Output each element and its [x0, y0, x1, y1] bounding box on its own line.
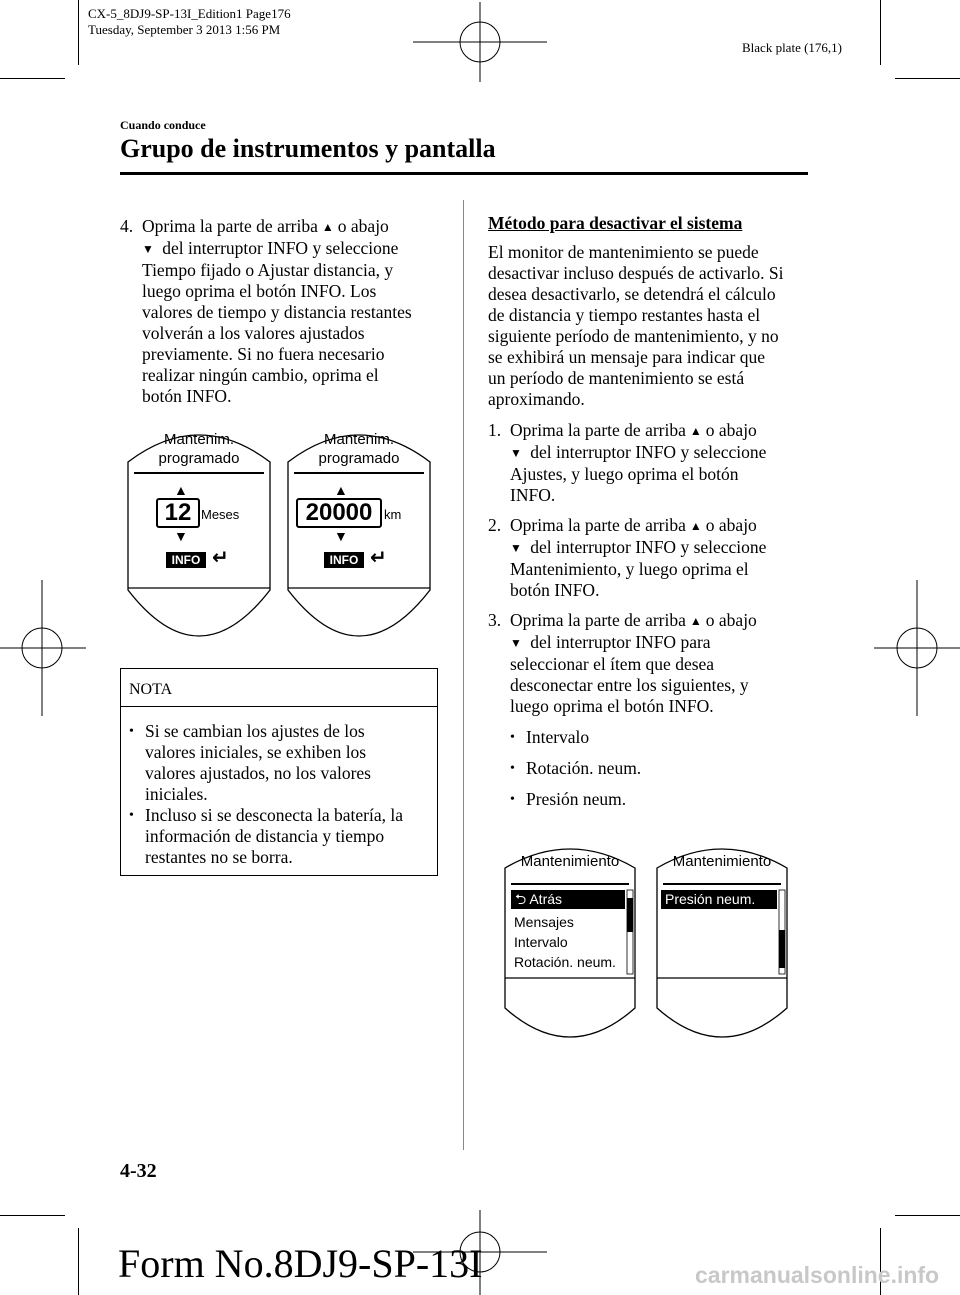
back-icon: ⮌ — [515, 891, 527, 907]
down-arrow-icon: ▼ — [334, 528, 348, 544]
maintenance-display-distance: Mantenim. programado ▲ 20000 km ▼ INFO ↵ — [286, 420, 432, 648]
step-4: 4. Oprima la parte de arriba ▲ o abajo ▼ del interruptor INFO y seleccione Tiempo fijado o Ajustar distancia, y luego oprima el botón INFO. Los valores de tiempo y distancia restantes volverán a los valores ajustados previamente. Si no fuera necesario realizar ningún cambio, oprima el botón INFO. — [120, 216, 412, 406]
up-arrow-icon: ▲ — [334, 482, 348, 498]
down-arrow-icon: ▼ — [510, 541, 522, 555]
maintenance-display-months: Mantenim. programado ▲ 12 Meses ▼ INFO ↵ — [126, 420, 272, 648]
down-arrow-icon: ▼ — [142, 242, 154, 256]
intro-paragraph: El monitor de mantenimiento se puede desactivar incluso después de activarlo. Si desea desactivarlo, se detendrá el cálculo de distancia y tiempo restantes hasta el siguiente período de mantenimiento, y no se exhibirá un mensaje para indicar que un período de mantenimiento se está aproximando. — [488, 242, 784, 409]
enter-icon: ↵ — [212, 547, 229, 569]
item-intervalo: • Intervalo — [510, 727, 590, 747]
registration-mark-left — [0, 580, 86, 716]
page-number: 4-32 — [120, 1160, 157, 1182]
down-arrow-icon: ▼ — [510, 446, 522, 460]
note-bullet: • Incluso si se desconecta la batería, la información de distancia y tiempo restantes no se borra. — [129, 805, 404, 867]
down-arrow-icon: ▼ — [174, 528, 188, 544]
note-heading: NOTA — [129, 681, 173, 698]
title-rule — [120, 172, 808, 175]
months-unit: Meses — [201, 507, 240, 522]
page-title: Grupo de instrumentos y pantalla — [120, 134, 496, 163]
section-heading: Método para desactivar el sistema — [488, 213, 743, 233]
distance-value: 20000 — [296, 498, 382, 528]
menu-row-selected: Presión neum. — [661, 890, 777, 909]
form-number: Form No.8DJ9-SP-13I — [118, 1241, 483, 1286]
menu-row: Intervalo — [514, 934, 568, 950]
up-arrow-icon: ▲ — [174, 482, 188, 498]
up-arrow-icon: ▲ — [321, 220, 334, 234]
up-arrow-icon: ▲ — [689, 614, 702, 628]
menu-row: Mensajes — [514, 914, 574, 930]
step-2: 2. Oprima la parte de arriba ▲ o abajo ▼ del interruptor INFO y seleccione Mantenimiento, y luego oprima el botón INFO. — [488, 515, 767, 600]
section-label: Cuando conduce — [120, 118, 206, 132]
distance-unit: km — [384, 507, 402, 522]
print-job-line: CX-5_8DJ9-SP-13I_Edition1 Page176 — [88, 6, 291, 21]
note-bullet: • Si se cambian los ajustes de los valores iniciales, se exhiben los valores ajustados, no los valores iniciales. — [129, 721, 371, 804]
registration-mark-right — [874, 580, 960, 716]
item-rotacion: • Rotación. neum. — [510, 758, 642, 778]
plate-label: Black plate (176,1) — [742, 40, 842, 55]
step-1: 1. Oprima la parte de arriba ▲ o abajo ▼ del interruptor INFO y seleccione Ajustes, y luego oprima el botón INFO. — [488, 420, 767, 505]
up-arrow-icon: ▲ — [689, 519, 702, 533]
info-badge: INFO — [324, 552, 364, 568]
enter-icon: ↵ — [370, 547, 387, 569]
print-date-line: Tuesday, September 3 2013 1:56 PM — [88, 22, 281, 37]
step-number: 4. — [120, 216, 134, 236]
menu-title: Mantenimiento — [672, 853, 772, 870]
registration-mark-top — [413, 2, 547, 88]
watermark: carmanualsonline.info — [695, 1262, 940, 1288]
menu-display-selected — [655, 838, 789, 1044]
menu-display-list — [503, 838, 637, 1044]
down-arrow-icon: ▼ — [510, 636, 522, 650]
menu-title: Mantenimiento — [520, 853, 620, 870]
note-box — [120, 668, 438, 876]
item-presion: • Presión neum. — [510, 789, 627, 809]
step-3: 3. Oprima la parte de arriba ▲ o abajo ▼ del interruptor INFO para seleccionar el ítem que desea desconectar entre los siguientes, y luego oprima el botón INFO. — [488, 610, 757, 716]
menu-row-selected: ⮌ Atrás — [511, 890, 625, 909]
months-value: 12 — [156, 498, 200, 528]
info-badge: INFO — [166, 552, 206, 568]
menu-row: Rotación. neum. — [514, 954, 616, 970]
up-arrow-icon: ▲ — [689, 424, 702, 438]
